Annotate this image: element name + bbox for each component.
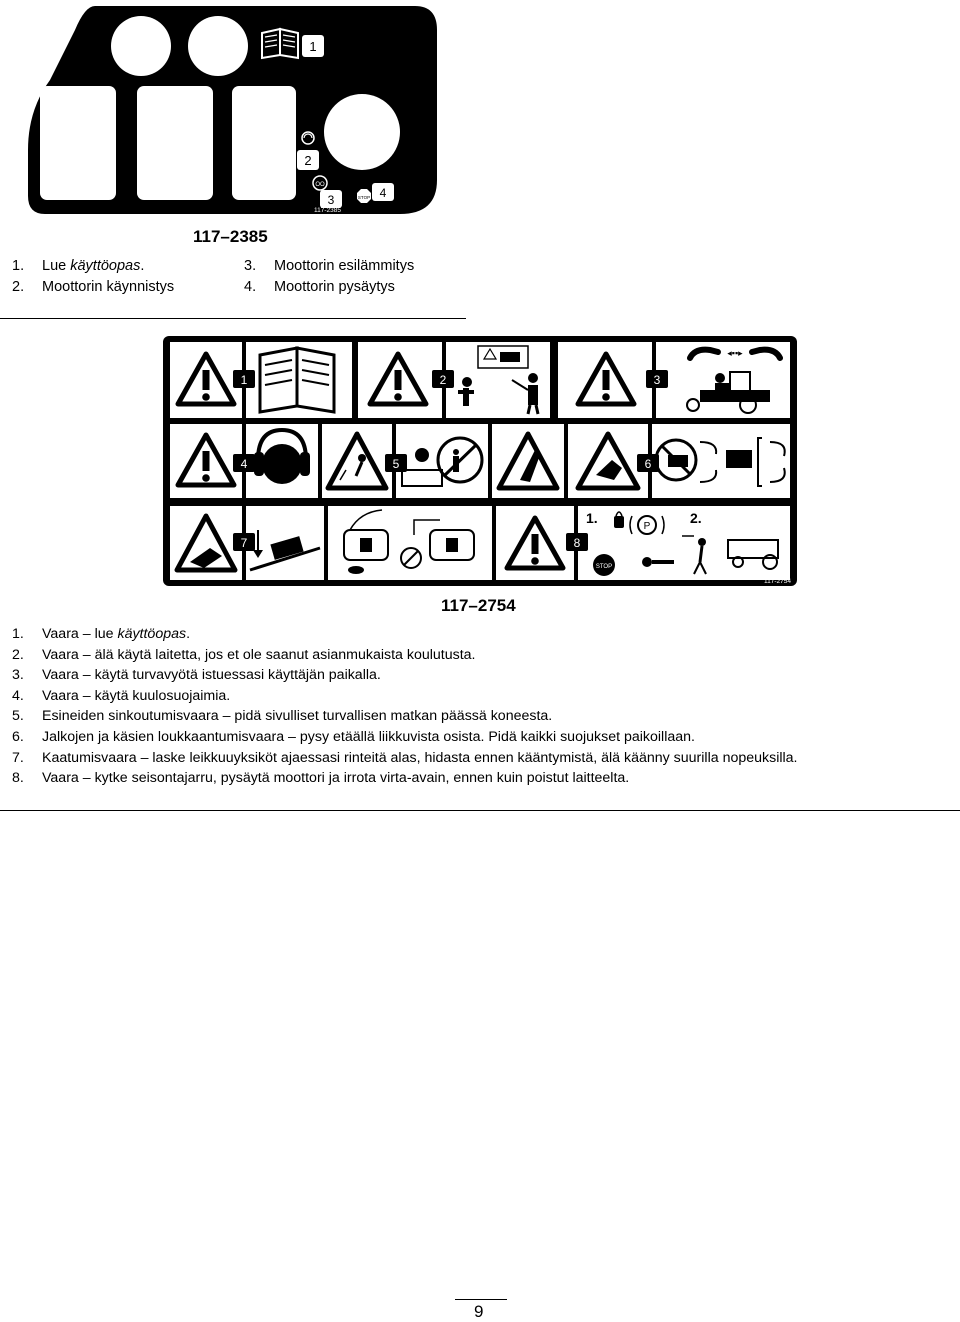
switch-slot-2 xyxy=(137,86,213,200)
decal-code-117-2754: 117–2754 xyxy=(441,596,516,615)
callout-8: 8 xyxy=(573,536,581,550)
callout-3: 3 xyxy=(327,193,335,207)
callout-1: 1 xyxy=(240,373,248,387)
legend-item: 1. Lue käyttöopas. xyxy=(12,258,145,274)
top-left-hole xyxy=(111,16,171,76)
stop-icon-label: STOP xyxy=(357,195,371,200)
divider xyxy=(0,318,466,319)
page-number-rule xyxy=(455,1299,507,1300)
legend-item: 7. Kaatumisvaara – laske leikkuuyksiköt ajaessasi rinteitä alas, hidasta ennen kääntymistä, älä käänny suurilla nopeuksilla. xyxy=(12,749,798,766)
decal-117-2754-graphic xyxy=(0,330,960,592)
step-1-label: 1. xyxy=(586,510,598,526)
decal1-legend-right xyxy=(244,256,474,297)
switch-slot-3 xyxy=(232,86,296,200)
decal-117-2385-graphic xyxy=(0,0,960,230)
legend-item: 8. Vaara – kytke seisontajarru, pysäytä moottori ja irrota virta-avain, ennen kuin poistut laitteelta. xyxy=(12,770,630,787)
svg-text:OO: OO xyxy=(315,182,325,188)
decal1-legend-left xyxy=(12,256,242,297)
decal-code-117-2385: 117–2385 xyxy=(193,227,268,246)
svg-text:P: P xyxy=(643,521,651,532)
callout-4: 4 xyxy=(240,457,248,471)
ignition-hole xyxy=(324,94,400,170)
callout-3: 3 xyxy=(653,373,661,387)
decal2-legend xyxy=(12,624,952,789)
legend-item: 3. Moottorin esilämmitys xyxy=(244,258,415,274)
legend-item: 5. Esineiden sinkoutumisvaara – pidä sivulliset turvallisen matkan päässä koneesta. xyxy=(12,708,553,725)
legend-item: 6. Jalkojen ja käsien loukkaantumisvaara – pysy etäällä liikkuvista osista. Pidä kaikki suojukset paikoillaan. xyxy=(12,728,695,745)
callout-2: 2 xyxy=(304,153,312,168)
legend-item: 4. Moottorin pysäytys xyxy=(244,278,395,295)
callout-4: 4 xyxy=(379,186,387,200)
legend-item: 1. Vaara – lue käyttöopas. xyxy=(12,626,191,642)
callout-6: 6 xyxy=(644,457,652,471)
svg-text:◂▪▪▸: ◂▪▪▸ xyxy=(727,348,743,358)
top-middle-hole xyxy=(188,16,248,76)
callout-1: 1 xyxy=(309,39,317,54)
switch-slot-1 xyxy=(40,86,116,200)
decal-small-code: 117-2385 xyxy=(314,207,341,214)
legend-item: 4. Vaara – käytä kuulosuojaimia. xyxy=(12,687,231,704)
decal-small-code: 117-2754 xyxy=(764,578,791,585)
stop-icon-label: STOP xyxy=(595,564,613,570)
callout-2: 2 xyxy=(439,373,447,387)
callout-5: 5 xyxy=(392,457,400,471)
page-number: 9 xyxy=(474,1302,484,1321)
legend-item: 2. Vaara – älä käytä laitetta, jos et ole saanut asianmukaista koulutusta. xyxy=(12,646,476,663)
divider xyxy=(0,810,960,811)
callout-7: 7 xyxy=(240,536,248,550)
step-2-label: 2. xyxy=(690,510,702,526)
legend-item: 3. Vaara – käytä turvavyötä istuessasi käyttäjän paikalla. xyxy=(12,667,381,684)
legend-item: 2. Moottorin käynnistys xyxy=(12,278,175,295)
